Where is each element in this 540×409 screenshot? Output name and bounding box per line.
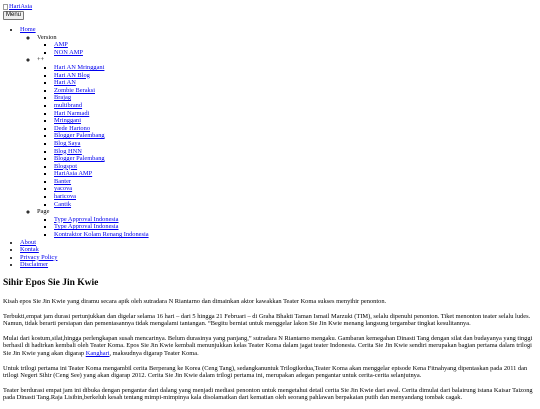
nav-item-privacy-policy <box>20 254 149 262</box>
plus-link-haricova[interactable]: haricova <box>54 193 76 201</box>
version-link-non-amp[interactable]: NON AMP <box>54 48 83 56</box>
article-paragraph-3 <box>3 335 537 358</box>
nav-label-version: Version <box>37 33 57 41</box>
nav-label-plus: ++ <box>37 56 45 64</box>
plus-link-blog-saya[interactable]: Blog Saya <box>54 139 81 147</box>
plus-link-mringgani[interactable]: Mringgani <box>54 117 81 125</box>
plus-link-blogger-palembang[interactable]: Blogger Palembang <box>54 155 105 163</box>
kanghari-link[interactable]: Kanghari <box>85 349 110 357</box>
article-paragraph-2: Terbukti,empat jam durasi pertunjukkan dan digelar selama 16 hari – dari 5 hingga 21 Februari – di Graha Bhakti Taman Ismail Marzuki (TIM), selalu dipenuhi penonton. Tiket menonton teater selalu ludes. Namun, tidak berarti persiapan dan pementasannya tidak mengalami tantangan. “Begitu berniat untuk menggelar lakon Sie Jin Kwie menang langsung tergambar tingkat kesulitannya. <box>3 312 531 328</box>
plus-item <box>54 87 149 95</box>
plus-link-blog-hnn[interactable]: Blog HNN <box>54 147 82 155</box>
broken-image-icon <box>3 4 8 10</box>
plus-item <box>54 94 149 102</box>
article-title: Sihir Epos Sie Jin Kwie <box>3 278 99 288</box>
plus-item <box>54 148 149 156</box>
nav-item-disclaimer <box>20 261 149 269</box>
plus-item <box>54 140 149 148</box>
nav-label-page: Page <box>37 208 50 216</box>
page-item <box>54 223 149 231</box>
nav-link-privacy-policy[interactable]: Privacy Policy <box>20 253 58 261</box>
version-link-amp[interactable]: AMP <box>54 41 68 49</box>
nav-item-home <box>20 26 149 239</box>
article-paragraph-4: Untuk trilogi pertama ini Teater Koma mengambil cerita Berperang ke Korea (Ceng Tang), sedangkanuntuk Trilogikedua,Teater Koma akan menggelar episode Kena Fitnahyang dipentaskan pada 2011 dan trilogi Negeri Sihir (Ceng See) yang akan digarap 2012. Cerita Sie Jin Kwie dalam trilogi pertama ini, merupakan adegan pengantar untuk cerita-cerita selanjutnya. <box>3 364 528 380</box>
plus-link-dede-hartono[interactable]: Dede Hartono <box>54 124 91 132</box>
plus-link-hari-an[interactable]: Hari AN <box>54 79 76 87</box>
home-submenu <box>37 34 149 239</box>
plus-link-hari-narmadi[interactable]: Hari Narmadi <box>54 109 90 117</box>
nav-link-kontak[interactable]: Kontak <box>20 246 39 254</box>
menu-button[interactable]: Menu <box>3 11 24 20</box>
nav-item-plus <box>37 56 149 208</box>
plus-item <box>54 125 149 133</box>
page-link-type-approval-indonesia[interactable]: Type Approval Indonesia <box>54 223 119 231</box>
plus-link-yacova[interactable]: yacova <box>54 185 73 193</box>
nav-link-about[interactable]: About <box>20 238 36 246</box>
article-paragraph-1: Kisah epos Sie Jin Kwie yang diramu secara apik oleh sutradara N Riantarno dan dimainkan aktor kawakkan Teater Koma sukses menyihir penonton. <box>3 298 387 305</box>
plus-item <box>54 201 149 209</box>
page-item <box>54 216 149 224</box>
site-logo-link[interactable] <box>3 3 32 11</box>
page-item <box>54 231 149 239</box>
plus-item <box>54 163 149 171</box>
plus-item <box>54 72 149 80</box>
page-link-type-approval-indonesia[interactable]: Type Approval Indonesia <box>54 215 119 223</box>
nav-item-version <box>37 34 149 57</box>
article-paragraph-3-tail: , maksudnya digarap Teater Koma. <box>109 349 199 357</box>
nav-link-home[interactable]: Home <box>20 26 36 33</box>
logo-alt-text: HariAsia <box>9 3 33 10</box>
plus-item <box>54 193 149 201</box>
plus-item <box>54 185 149 193</box>
plus-link-hari-an-mringgani[interactable]: Hari AN Mringgani <box>54 63 105 71</box>
plus-item <box>54 110 149 118</box>
plus-item <box>54 155 149 163</box>
plus-link-zombie-beraksi[interactable]: Zombie Beraksi <box>54 86 95 94</box>
plus-link-hari-an-blog[interactable]: Hari AN Blog <box>54 71 90 79</box>
plus-link-banter[interactable]: Banter <box>54 177 72 185</box>
nav-item-kontak <box>20 246 149 254</box>
page-link-kontraktor-kolam-renang-indonesia[interactable]: Kontraktor Kolam Renang Indonesia <box>54 231 149 239</box>
plus-item <box>54 178 149 186</box>
nav-item-about <box>20 239 149 247</box>
article-paragraph-5: Teater berdurasi empat jam ini dibuka dengan pengantar dari dalang yang menjadi mediasi penonton untuk mengetahui detail cerita Sie Jin Kwie dari awal. Cerita dimulai dari balairung istana Kaisar Taizong pada Dinasti Tang.Raja Lisibin,berkeluh kesah tentang mimpi-mimpinya kala disolamatkan dari kematian oleh seorang pahlawan berpakaian putih dan menyandang tombak cagak. <box>3 386 533 402</box>
plus-link-cantik[interactable]: Cantik <box>54 200 72 208</box>
main-navigation <box>20 26 149 269</box>
plus-link-blogspot[interactable]: Blogspot <box>54 162 78 170</box>
page-submenu <box>54 216 149 239</box>
plus-submenu <box>54 64 149 208</box>
article-paragraph-3-text: Mulai dari kostum,silat,hingga perlengkapan susah mencarinya. Belum durasinya yang panjang,” sutradara N Riantarno mengaku. Gambaran kemegahan Dinasti Tang dengan silat dan budayanya yang tinggi berhasil di hadirkan kembali oleh Teater Koma. Epos Sie Jin Kwie kembali menunjukkan kelas Teater Koma dalam jagat teater Indonesia. Cerita Sie Jin Kwie sendiri merupakan bagian pertama dalam trilogi Sie Jin Kwie yang akan digarap <box>3 334 533 357</box>
plus-link-multibrand[interactable]: multibrand <box>54 101 83 109</box>
plus-item <box>54 102 149 110</box>
plus-link-brajag[interactable]: Brajag <box>54 94 72 102</box>
version-item <box>54 49 149 57</box>
plus-link-blogger-palembang[interactable]: Blogger Palembang <box>54 132 105 140</box>
version-item <box>54 41 149 49</box>
version-submenu <box>54 41 149 56</box>
plus-link-hariasia-amp[interactable]: HariAsia AMP <box>54 170 93 178</box>
plus-item <box>54 79 149 87</box>
article <box>3 278 537 409</box>
nav-item-page <box>37 208 149 238</box>
nav-link-disclaimer[interactable]: Disclaimer <box>20 261 49 269</box>
plus-item <box>54 170 149 178</box>
plus-item <box>54 64 149 72</box>
plus-item <box>54 117 149 125</box>
plus-item <box>54 132 149 140</box>
